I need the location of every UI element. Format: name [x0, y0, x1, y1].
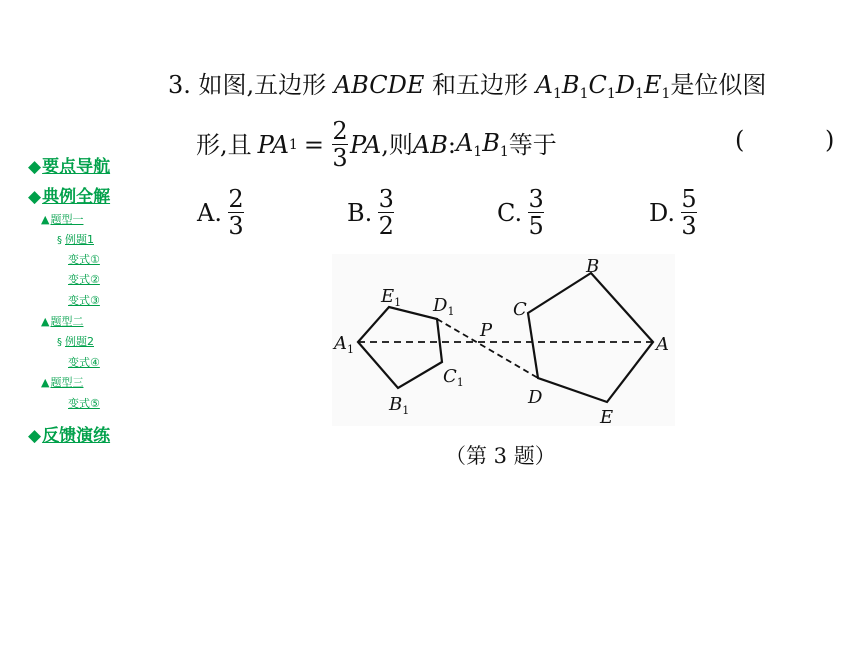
- option-label: A.: [197, 198, 222, 227]
- option-fraction: $\frac{5}{3}$: [681, 185, 697, 240]
- option-fraction: $\frac{3}{5}$: [528, 185, 544, 240]
- option-d[interactable]: [649, 186, 699, 239]
- segment-pa1: PA: [257, 130, 289, 159]
- label-d: D: [528, 387, 543, 408]
- nav-item-key-points[interactable]: [28, 152, 110, 177]
- nav-link[interactable]: 变式⑤: [68, 397, 100, 410]
- ratio-colon: :: [447, 130, 456, 159]
- problem-text: 是位似图: [670, 71, 767, 99]
- fraction-two-thirds: [332, 118, 348, 171]
- nav-item-variant-5[interactable]: [68, 395, 100, 411]
- nav-link[interactable]: 变式②: [68, 273, 100, 286]
- nav-item-type-1[interactable]: [41, 211, 83, 227]
- nav-item-type-2[interactable]: [41, 313, 83, 329]
- homothety-figure: [332, 254, 675, 426]
- nav-item-variant-3[interactable]: [68, 292, 100, 308]
- nav-item-examples[interactable]: [28, 182, 110, 207]
- option-fraction: $\frac{2}{3}$: [228, 185, 244, 240]
- nav-link[interactable]: 变式④: [68, 356, 100, 369]
- problem-text: 和五边形: [432, 71, 529, 99]
- segment-pa: PA: [349, 130, 382, 159]
- option-label: D.: [649, 198, 676, 227]
- option-fraction: $\frac{3}{2}$: [378, 185, 394, 240]
- nav-link[interactable]: 变式③: [68, 294, 100, 307]
- left-navigation: [0, 0, 160, 645]
- nav-link[interactable]: 题型三: [50, 376, 84, 389]
- nav-item-variant-4[interactable]: [68, 354, 100, 370]
- nav-link[interactable]: 例题1: [65, 233, 94, 246]
- label-c: C: [513, 299, 527, 320]
- pentagon-name: ABCDE: [333, 71, 425, 99]
- problem-text: 形,且: [196, 130, 252, 159]
- label-d1: $D_1$: [433, 295, 455, 318]
- nav-link[interactable]: 例题2: [65, 335, 94, 348]
- triangle-bullet-icon: ▲: [41, 315, 50, 328]
- triangle-bullet-icon: ▲: [41, 376, 50, 389]
- problem-text: 等于: [508, 130, 557, 159]
- problem-line-2: [196, 118, 557, 171]
- label-e1: $E_1$: [381, 286, 402, 309]
- label-p: P: [480, 320, 493, 341]
- segment-a1b1: $A_1B_1$: [455, 128, 509, 160]
- label-b1: $B_1$: [389, 394, 410, 417]
- section-bullet-icon: §: [57, 337, 62, 348]
- nav-link[interactable]: 典例全解: [42, 187, 111, 207]
- fraction-denominator: 3: [332, 144, 348, 172]
- option-c[interactable]: [497, 186, 546, 239]
- label-e: E: [600, 407, 614, 426]
- problem-text: ,则: [381, 130, 413, 159]
- nav-item-type-3[interactable]: [41, 374, 83, 390]
- segment-ab: AB: [412, 130, 448, 159]
- figure-svg: [332, 254, 675, 426]
- diamond-bullet-icon: ◆: [28, 426, 42, 446]
- problem-number: 3.: [168, 71, 191, 99]
- problem-line-1: [168, 73, 766, 101]
- nav-item-variant-1[interactable]: [68, 251, 100, 267]
- label-a1: $A_1$: [334, 333, 354, 356]
- pentagon-1-name: $A_1B_1C_1D_1E_1$: [535, 71, 671, 102]
- fraction-numerator: 2: [332, 117, 348, 145]
- nav-item-feedback-practice[interactable]: [28, 421, 110, 446]
- section-bullet-icon: §: [57, 235, 62, 246]
- answer-paren-open: (: [735, 126, 745, 154]
- pentagon-abcde: [528, 273, 653, 402]
- option-label: B.: [347, 198, 373, 227]
- diamond-bullet-icon: ◆: [28, 187, 42, 207]
- option-a[interactable]: [197, 186, 246, 239]
- nav-item-variant-2[interactable]: [68, 271, 100, 287]
- label-b: B: [586, 256, 600, 277]
- label-a: A: [656, 334, 669, 355]
- nav-link[interactable]: 反馈演练: [42, 426, 111, 446]
- label-c1: $C_1$: [443, 366, 464, 389]
- nav-link[interactable]: 题型一: [50, 213, 84, 226]
- subscript: 1: [288, 136, 298, 153]
- option-b[interactable]: [347, 186, 396, 239]
- triangle-bullet-icon: ▲: [41, 213, 50, 226]
- problem-text: 如图,五边形: [198, 71, 327, 99]
- figure-caption: （第 3 题）: [445, 444, 556, 468]
- nav-link[interactable]: 要点导航: [42, 157, 111, 177]
- answer-paren-close: ): [825, 126, 835, 154]
- equals-sign: =: [303, 130, 324, 159]
- nav-link[interactable]: 变式①: [68, 253, 100, 266]
- pentagon-a1b1c1d1e1: [358, 307, 442, 388]
- option-label: C.: [497, 198, 523, 227]
- nav-item-example-1[interactable]: [57, 231, 94, 247]
- nav-item-example-2[interactable]: [57, 333, 94, 349]
- diamond-bullet-icon: ◆: [28, 157, 42, 177]
- nav-link[interactable]: 题型二: [50, 315, 84, 328]
